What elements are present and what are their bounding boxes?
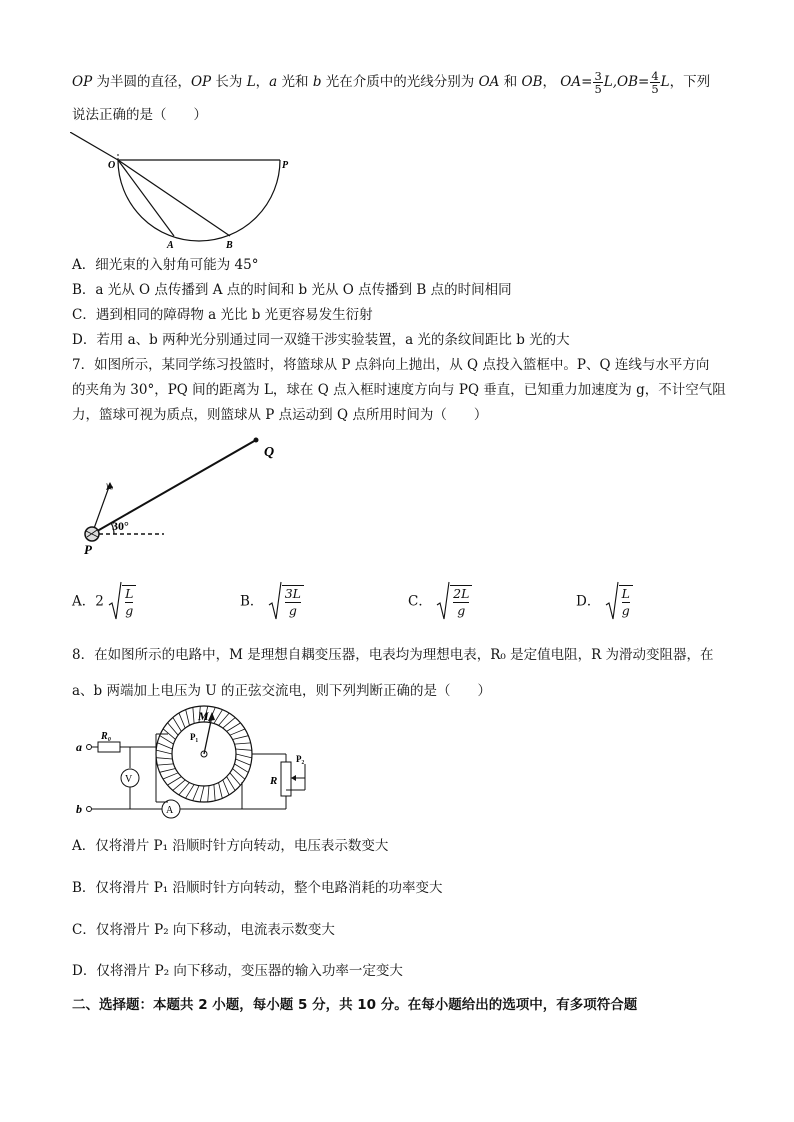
coil-winding	[230, 729, 245, 735]
section-2-heading: 二、选择题：本题共 2 小题，每小题 5 分，共 10 分。在每小题给出的选项中，有多项符合题	[72, 997, 638, 1013]
resistor-r0	[98, 742, 120, 752]
coil-winding	[223, 718, 235, 729]
coil-winding	[157, 764, 173, 765]
q7-option-c-num: 2L	[453, 586, 470, 601]
q6-stem-line2: 说法正确的是（ ）	[72, 107, 207, 123]
coil-winding	[160, 736, 174, 745]
radical-sign-icon	[268, 581, 282, 621]
q8-option-d: D．仅将滑片 P₂ 向下移动，变压器的输入功率一定变大	[72, 963, 403, 979]
q6-option-a: A．细光束的入射角可能为 45°	[72, 257, 259, 273]
q6-option-c: C．遇到相同的障碍物 a 光比 b 光更容易发生衍射	[72, 307, 373, 323]
oa-label: OA	[560, 74, 582, 90]
q7-option-a-sqrt	[108, 585, 136, 619]
ob-fraction	[650, 70, 659, 95]
label-ammeter: A	[166, 805, 174, 816]
slider-p2-arrowhead	[291, 775, 296, 781]
ob-den: 5	[651, 82, 659, 96]
q7-option-b-label: B．	[240, 593, 264, 610]
ob-l: L	[660, 74, 670, 90]
q7-option-c-label: C．	[408, 593, 432, 610]
radical-sign-icon	[605, 581, 619, 621]
oa-l: L,	[603, 74, 618, 90]
q7-option-c	[408, 585, 472, 619]
coil-winding	[186, 710, 190, 726]
label-angle: 30°	[112, 519, 129, 533]
coil-winding	[173, 780, 185, 791]
ray-oa	[118, 160, 174, 236]
q7-option-d-label: D．	[576, 593, 601, 610]
q6-text-oa: OA	[478, 74, 500, 90]
coil-winding	[157, 743, 172, 749]
terminal-b	[87, 807, 92, 812]
coil-winding	[193, 707, 194, 723]
q7-option-b	[240, 585, 304, 619]
label-p1: P₁	[190, 732, 199, 742]
q6-option-d: D．若用 a、b 两种光分别通过同一双缝干涉实验装置，a 光的条纹间距比 b 光的大	[72, 332, 570, 348]
label-p: P	[282, 160, 289, 171]
q8-option-c: C．仅将滑片 P₂ 向下移动，电流表示数变大	[72, 922, 335, 938]
q7-basketball-diagram	[78, 436, 298, 561]
q8-circuit-diagram	[72, 702, 322, 827]
label-a: a	[76, 740, 82, 754]
label-o: O	[108, 160, 116, 171]
q6-text: 光和	[277, 74, 313, 90]
q8-option-a: A．仅将滑片 P₁ 沿顺时针方向转动，电压表示数变大	[72, 838, 389, 854]
q7-option-b-num: 3L	[284, 586, 301, 601]
rheostat-r	[281, 762, 291, 796]
q6-option-b: B．a 光从 O 点传播到 A 点的时间和 b 光从 O 点传播到 B 点的时间相同	[72, 282, 512, 298]
coil-winding	[236, 759, 251, 765]
label-p: P	[84, 542, 92, 557]
coil-winding	[236, 754, 252, 758]
q6-text-ob: OB	[521, 74, 543, 90]
ob-label: OB	[617, 74, 639, 90]
coil-winding	[193, 786, 199, 801]
label-m: M	[198, 709, 209, 723]
label-b: b	[76, 802, 82, 816]
coil-winding	[234, 743, 250, 744]
q7-stem-line1: 7．如图所示，某同学练习投篮时，将篮球从 P 点斜向上抛出，从 Q 点投入篮框中。P、Q 连线与水平方向	[72, 357, 710, 373]
q7-option-d-den: g	[621, 603, 630, 618]
semicircle-arc	[118, 160, 280, 241]
q6-text-l: L	[246, 74, 256, 90]
coil-winding	[214, 710, 223, 724]
radical-sign-icon	[436, 581, 450, 621]
q7-option-d-num: L	[621, 586, 630, 601]
coil-winding	[236, 749, 252, 750]
coil-winding	[223, 780, 229, 795]
q7-option-a-label: A．	[72, 593, 96, 610]
q6-text-b: b	[312, 74, 322, 90]
label-v: V	[125, 774, 133, 785]
q7-option-c-sqrt	[436, 585, 472, 619]
q8-stem-line1: 8．在如图所示的电路中，M 是理想自耦变压器，电表均为理想电表，R₀ 是定值电阻，R 为滑动变阻器，在	[72, 647, 714, 663]
q7-option-b-sqrt	[268, 585, 304, 619]
terminal-a	[87, 745, 92, 750]
q6-text-op2: OP	[190, 74, 212, 90]
coil-winding	[200, 786, 204, 802]
q6-semicircle-diagram	[70, 132, 310, 252]
q7-option-d	[576, 585, 633, 619]
label-r: R	[270, 775, 278, 787]
coil-winding	[160, 769, 176, 773]
coil-winding	[233, 736, 249, 740]
q6-text-tail: ，下列	[669, 74, 711, 90]
q6-text: 长为	[211, 74, 247, 90]
oa-den: 5	[594, 82, 602, 96]
point-q	[254, 438, 259, 443]
coil-winding	[234, 764, 248, 773]
label-r0: R₀	[101, 731, 112, 742]
incident-ray	[70, 132, 118, 160]
q7-stem-line3: 力，篮球可视为质点，则篮球从 P 点运动到 Q 点所用时间为（ ）	[72, 407, 488, 423]
coil-winding	[186, 784, 195, 798]
q7-option-a-coef: 2	[95, 593, 104, 610]
oa-num: 3	[594, 69, 602, 83]
q7-option-a	[72, 585, 136, 619]
coil-winding	[173, 717, 181, 731]
label-v0: v₀	[106, 480, 114, 490]
coil-winding	[156, 758, 172, 759]
velocity-arrow	[92, 484, 110, 534]
coil-winding	[156, 750, 172, 754]
q7-option-b-den: g	[288, 603, 297, 618]
q6-text-op: OP	[72, 74, 93, 90]
coil-winding	[230, 773, 241, 785]
coil-winding	[214, 784, 215, 800]
q7-option-c-den: g	[457, 603, 466, 618]
q6-text: 光在介质中的光线分别为	[321, 74, 479, 90]
q6-text: 和	[499, 74, 522, 90]
label-b: B	[226, 240, 233, 251]
q6-stem-line1: OP 为半圆的直径，OP 长为 L，a 光和 b 光在介质中的光线分别为 OA 和 OB， OA= $\frac{3}{5}$ L,OB= $\frac{4}{5}$ L，下列	[72, 69, 711, 96]
q6-text: ，	[255, 74, 270, 90]
q6-text-a: a	[269, 74, 278, 90]
coil-winding	[168, 723, 179, 735]
label-p2: P₂	[296, 754, 305, 764]
ray-ob	[118, 160, 230, 236]
coil-winding	[208, 786, 209, 802]
coil-winding	[227, 777, 235, 791]
coil-winding	[219, 783, 223, 799]
slider-p1-arrowhead	[208, 712, 215, 721]
radical-sign-icon	[108, 581, 122, 621]
coil-winding	[179, 713, 185, 728]
label-q: Q	[264, 445, 275, 460]
q8-option-b: B．仅将滑片 P₁ 沿顺时针方向转动，整个电路消耗的功率变大	[72, 880, 443, 896]
q7-option-a-num: L	[125, 586, 134, 601]
oa-fraction	[593, 70, 602, 95]
q7-option-d-sqrt	[605, 585, 633, 619]
q7-option-a-den: g	[125, 603, 134, 618]
q8-stem-line2: a、b 两端加上电压为 U 的正弦交流电，则下列判断正确的是（ ）	[72, 683, 491, 699]
label-a: A	[167, 240, 174, 251]
ob-num: 4	[651, 69, 659, 83]
q6-text: 为半圆的直径，	[92, 74, 191, 90]
coil-winding	[227, 723, 241, 731]
coil-winding	[163, 773, 178, 779]
coil-winding	[167, 777, 181, 785]
q7-stem-line2: 的夹角为 30°，PQ 间的距离为 L，球在 Q 点入框时速度方向与 PQ 垂直，已知重力加速度为 g，不计空气阻	[72, 382, 726, 398]
q6-text: ，	[542, 74, 556, 90]
